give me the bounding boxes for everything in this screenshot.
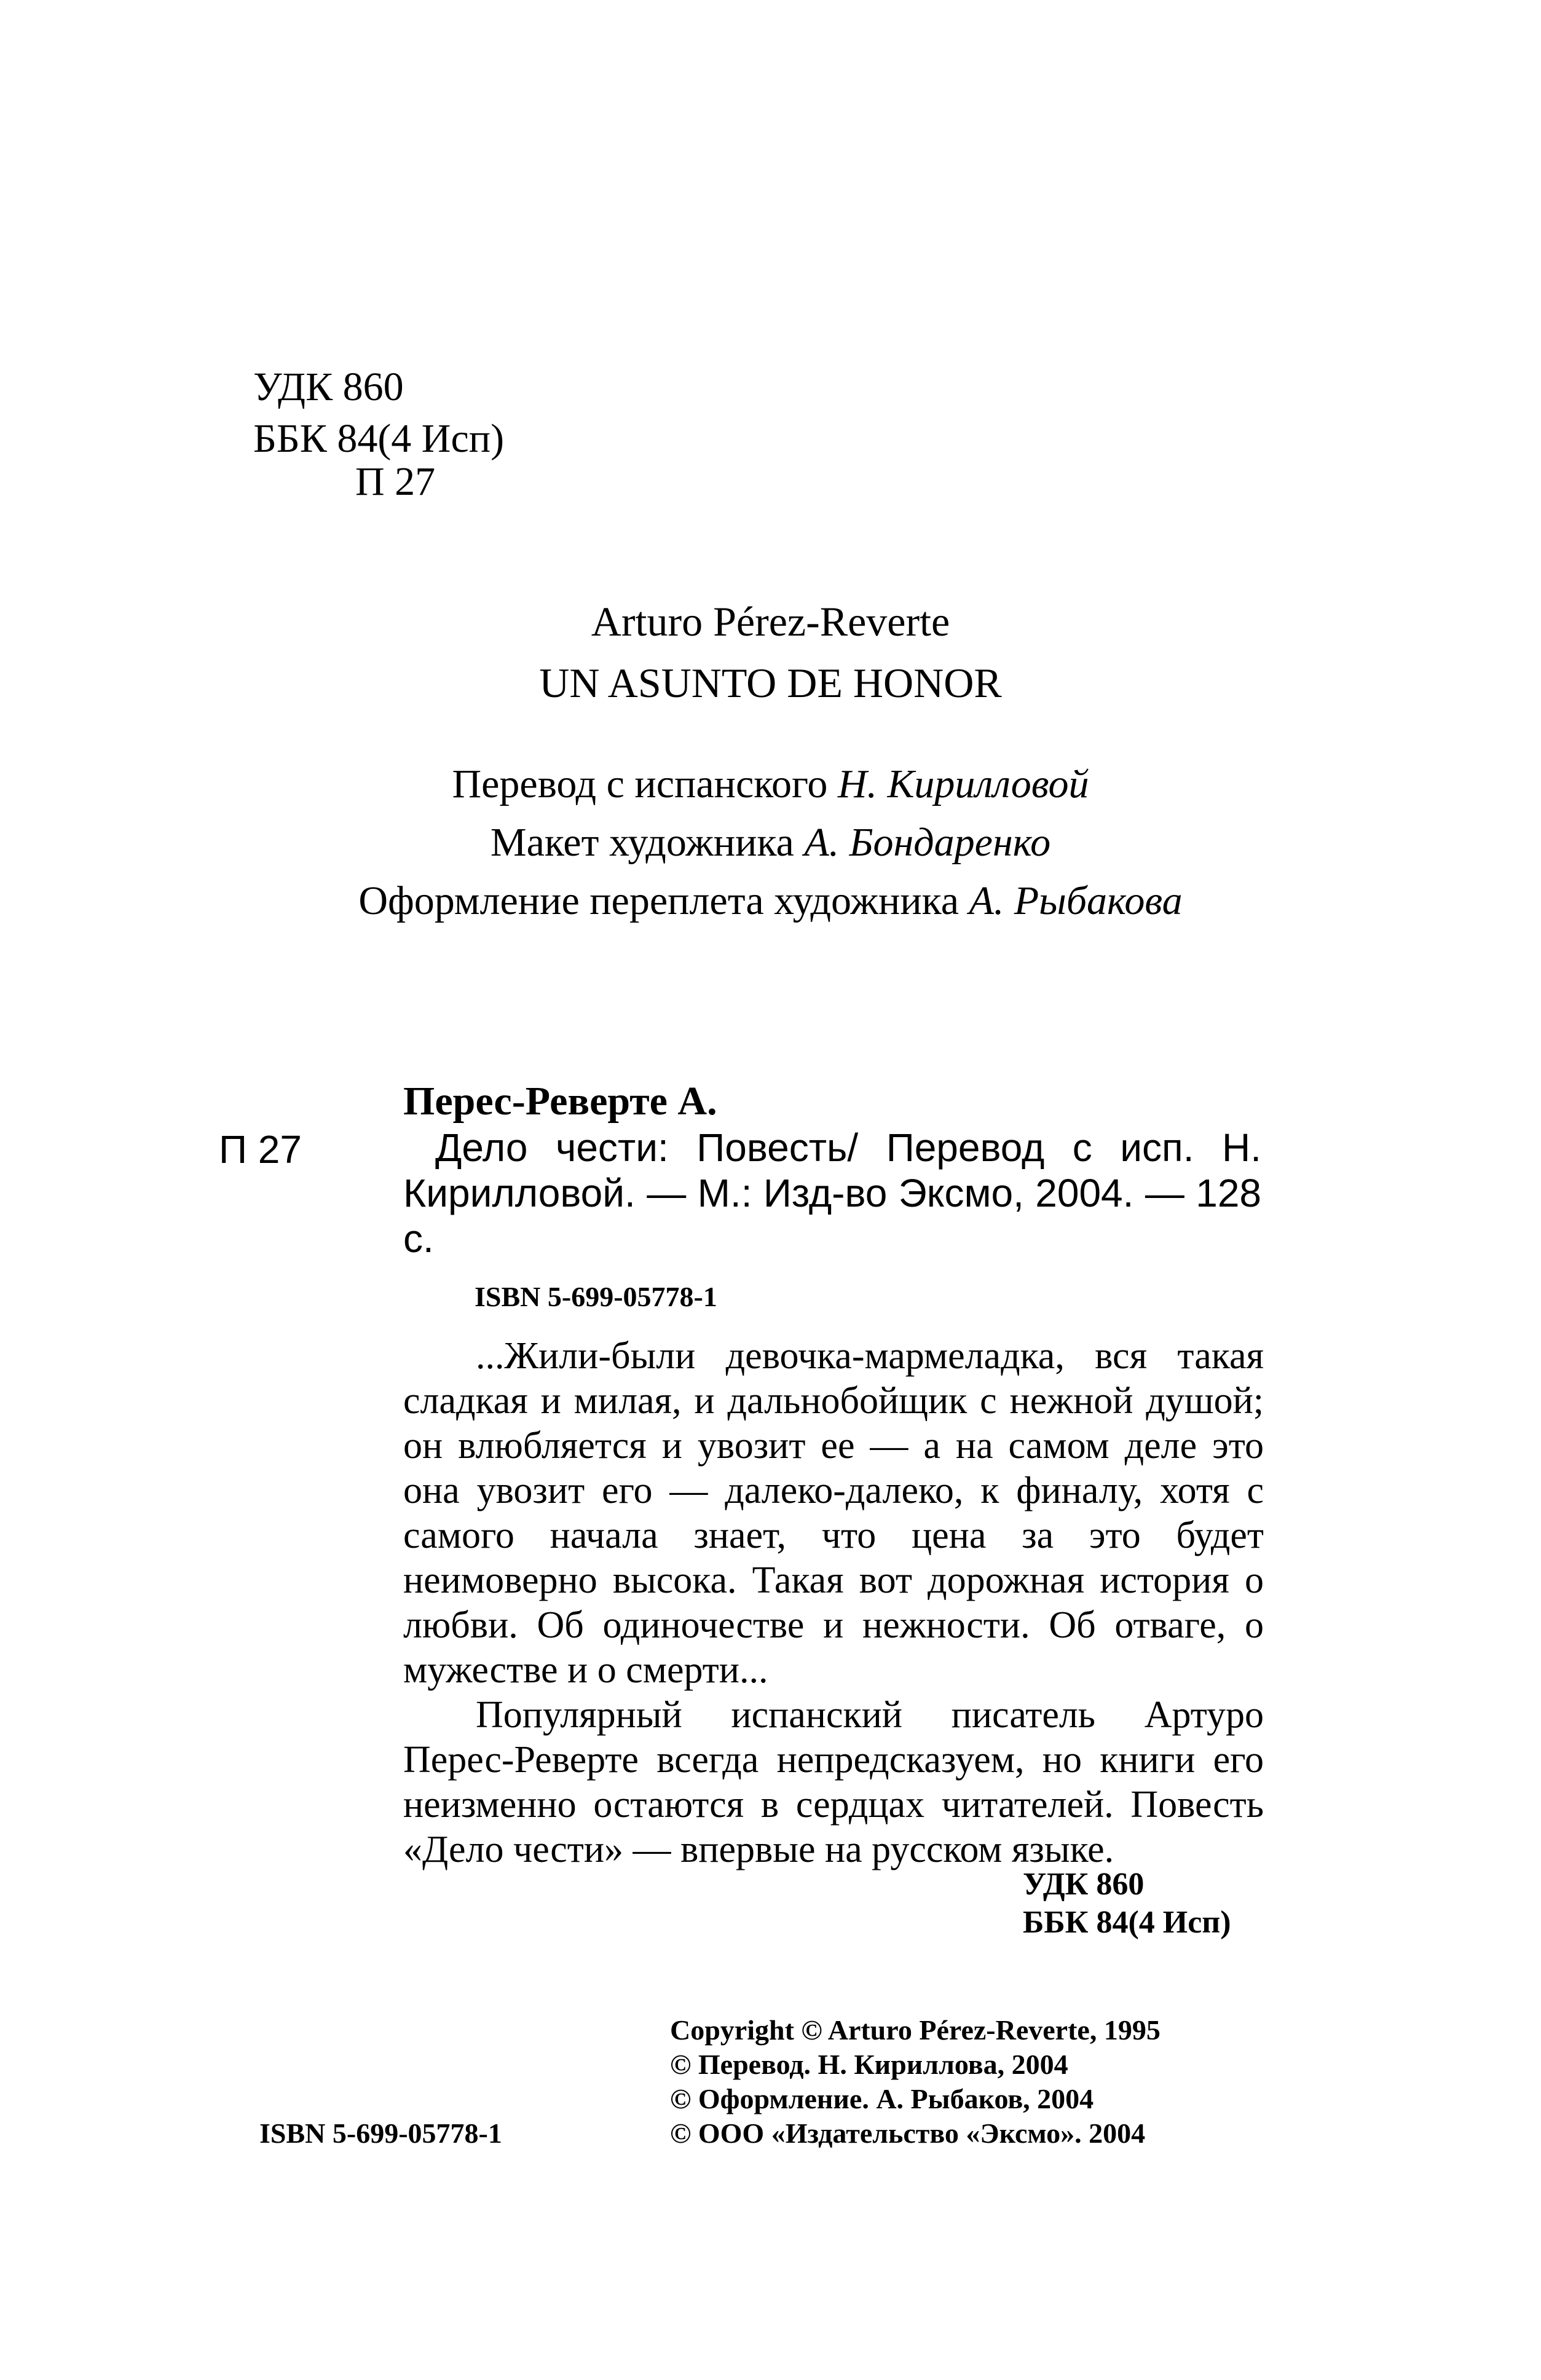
credit-translation	[0, 759, 1541, 810]
credit-name: Н. Кирилловой	[837, 762, 1089, 806]
bibliographic-code: П 27	[219, 1127, 302, 1172]
credit-name: А. Рыбакова	[969, 878, 1183, 923]
bibliographic-description: Дело чести: Повесть/ Перевод с исп. Н. Кирилловой. — М.: Изд-во Эксмо, 2004. — 128 с.	[403, 1125, 1261, 1261]
original-title: UN ASUNTO DE HONOR	[539, 660, 1002, 706]
annotation-bbk: ББК 84(4 Исп)	[1023, 1905, 1231, 1940]
credit-layout	[0, 818, 1541, 868]
copyright-line: Copyright © Arturo Pérez-Reverte, 1995	[670, 2014, 1161, 2046]
copyright-block	[670, 2013, 1161, 2151]
credit-cover	[0, 876, 1541, 926]
annotation-udk: УДК 860	[1023, 1867, 1145, 1902]
bbk-code: ББК 84(4 Исп)	[253, 416, 505, 461]
credit-role: Макет художника	[490, 820, 794, 865]
annotation-codes	[1023, 1866, 1367, 1942]
author-mark-code: П 27	[355, 459, 436, 504]
copyright-line: © Перевод. Н. Кириллова, 2004	[670, 2049, 1068, 2080]
original-author: Arturo Pérez-Reverte	[591, 598, 950, 645]
copyright-line: © Оформление. А. Рыбаков, 2004	[670, 2083, 1094, 2114]
copyright-line: © ООО «Издательство «Эксмо». 2004	[670, 2118, 1146, 2149]
footer-isbn: ISBN 5-699-05778-1	[259, 2118, 502, 2149]
annotation	[403, 1334, 1264, 1872]
annotation-paragraph: ...Жили-были девочка-мармеладка, вся такая сладкая и милая, и дальнобойщик с нежной душой; он влюбляется и увозит ее — а на самом деле это она увозит его — далеко-далеко, к финалу, хотя с самого начала знает, что цена за это будет неимоверно высока. Такая вот дорожная история о любви. Об одиночестве и нежности. Об отваге, о мужестве и о смерти...	[403, 1335, 1264, 1691]
credit-role: Перевод с испанского	[452, 762, 828, 806]
credit-name: А. Бондаренко	[804, 820, 1051, 865]
annotation-paragraph: Популярный испанский писатель Артуро Перес-Реверте всегда непредсказуем, но книги его неизменно остаются в сердцах читателей. Повесть «Дело чести» — впервые на русском языке.	[403, 1694, 1264, 1870]
credit-role: Оформление переплета художника	[358, 878, 960, 923]
bibliographic-author: Перес-Реверте А.	[403, 1079, 717, 1124]
bibliographic-isbn: ISBN 5-699-05778-1	[475, 1281, 717, 1312]
udk-code: УДК 860	[253, 364, 404, 409]
